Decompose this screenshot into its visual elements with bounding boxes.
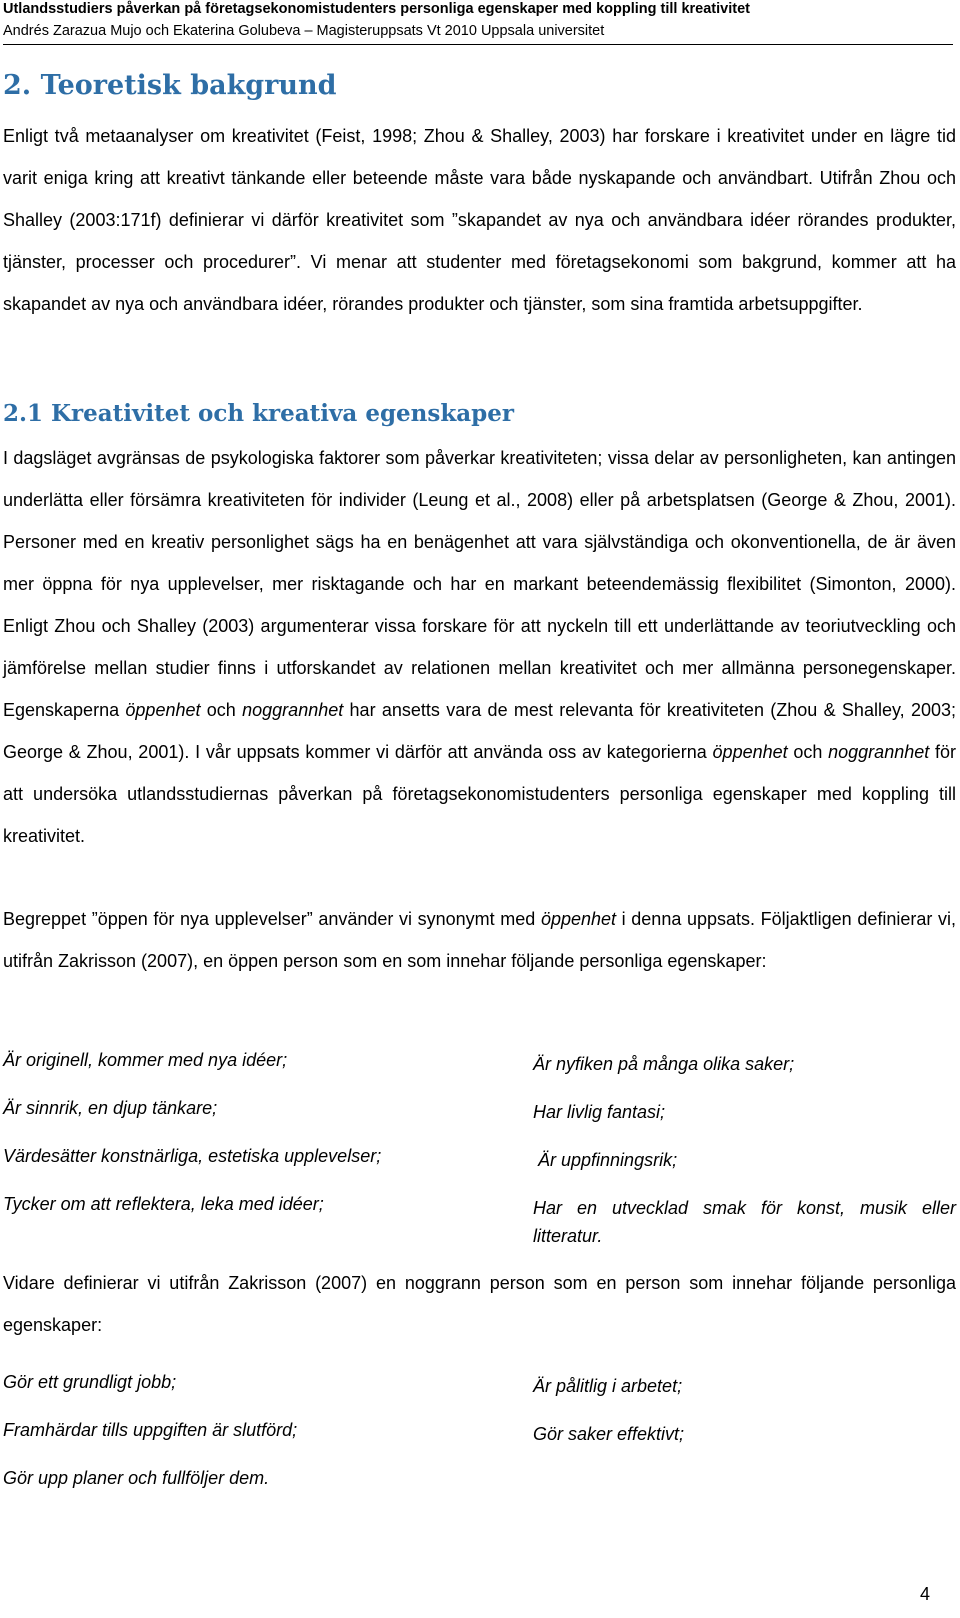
list-row (3, 1194, 956, 1250)
list-row (3, 1146, 956, 1174)
list-item: Har en utvecklad smak för konst, musik eller litteratur. (533, 1198, 956, 1246)
list-item: Gör upp planer och fullföljer dem. (3, 1468, 270, 1488)
list-item: Har livlig fantasi; (533, 1102, 666, 1122)
list-item: Gör ett grundligt jobb; (3, 1372, 177, 1392)
list-item: Värdesätter konstnärliga, estetiska upplevelser; (3, 1146, 382, 1166)
list-row (3, 1372, 956, 1400)
paragraph-creativity (3, 437, 956, 857)
paragraph-intro: Enligt två metaanalyser om kreativitet (Feist, 1998; Zhou & Shalley, 2003) har forskare i kreativitet under en lägre tid varit eniga kring att kreativt tänkande eller beteende måste vara både nyskapande och användbart. Utifrån Zhou och Shalley (2003:171f) definierar vi därför kreativitet som ”skapandet av nya och användbara idéer rörandes produkter, tjänster, processer och procedurer”. Vi menar att studenter med företagsekonomi som bakgrund, kommer att ha skapandet av nya och användbara idéer, rörandes produkter och tjänster, som sina framtida arbetsuppgifter. (3, 126, 956, 314)
page-number: 4 (919, 1584, 930, 1604)
list-item: Framhärdar tills uppgiften är slutförd; (3, 1420, 298, 1440)
text-run: i denna uppsats. Följaktligen definierar vi, utifrån Zakrisson (2007), en öppen person som en som innehar följande personliga egenskaper: (3, 909, 956, 971)
text-run: och (200, 700, 243, 720)
header-title: Utlandsstudiers påverkan på företagsekonomistudenters personliga egenskaper med koppling till kreativitet (3, 1, 750, 17)
emphasis-term: öppenhet (125, 700, 201, 720)
list-row (3, 1098, 956, 1126)
text-run: och (787, 742, 829, 762)
paragraph-openness (3, 898, 956, 982)
openness-traits-list (3, 1050, 956, 1250)
section-heading: 2. Teoretisk bakgrund (3, 70, 337, 101)
list-row (3, 1468, 956, 1489)
text-run: har ansetts vara de mest relevanta för kreativiteten (Zhou & Shalley, 2003; George & Zhou, 2001). I vår uppsats kommer vi därför att använda oss av kategorierna (3, 700, 956, 762)
text-run: för att undersöka utlandsstudiernas påverkan på företagsekonomistudenters personliga egenskaper med koppling till kreativitet. (3, 742, 956, 846)
running-header (3, 0, 953, 41)
header-divider (3, 44, 953, 45)
list-item: Är nyfiken på många olika saker; (533, 1054, 795, 1074)
text-run: I dagsläget avgränsas de psykologiska faktorer som påverkar kreativiteten; vissa delar av personligheten, kan antingen underlätta eller försämra kreativiteten för individer (Leung et al., 2008) eller på arbetsplatsen (George & Zhou, 2001). Personer med en kreativ personlighet sägs ha en benägenhet att vara självständiga och okonventionella, de är även mer öppna för nya upplevelser, mer risktagande och har en markant beteendemässig flexibilitet (Simonton, 2000). Enligt Zhou och Shalley (2003) argumenterar vissa forskare för att nyckeln till ett underlättande av teoriutveckling och jämförelse mellan studier finns i utforskandet av relationen mellan kreativitet och mer allmänna personegenskaper. Egenskaperna (3, 448, 956, 720)
list-item (533, 1468, 956, 1489)
conscientiousness-traits-list (3, 1372, 956, 1489)
paragraph-conscientiousness: Vidare definierar vi utifrån Zakrisson (2007) en noggrann person som en person som innehar följande personliga egenskaper: (3, 1273, 956, 1335)
emphasis-term: öppenhet (712, 742, 788, 762)
list-row (3, 1420, 956, 1448)
text-run: Begreppet ”öppen för nya upplevelser” använder vi synonymt med (3, 909, 541, 929)
emphasis-term: noggrannhet (242, 700, 344, 720)
list-item: Är uppfinningsrik; (533, 1150, 678, 1170)
emphasis-term: öppenhet (540, 909, 617, 929)
header-authors: Andrés Zarazua Mujo och Ekaterina Golubeva – Magisteruppsats Vt 2010 Uppsala universitet (3, 23, 605, 39)
list-item: Är sinnrik, en djup tänkare; (3, 1098, 218, 1118)
emphasis-term: noggrannhet (828, 742, 930, 762)
subsection-heading: 2.1 Kreativitet och kreativa egenskaper (3, 400, 515, 427)
list-item: Tycker om att reflektera, leka med idéer; (3, 1194, 324, 1214)
list-row (3, 1050, 956, 1078)
list-item: Är pålitlig i arbetet; (533, 1376, 683, 1396)
list-item: Gör saker effektivt; (533, 1424, 685, 1444)
list-item: Är originell, kommer med nya idéer; (3, 1050, 288, 1070)
